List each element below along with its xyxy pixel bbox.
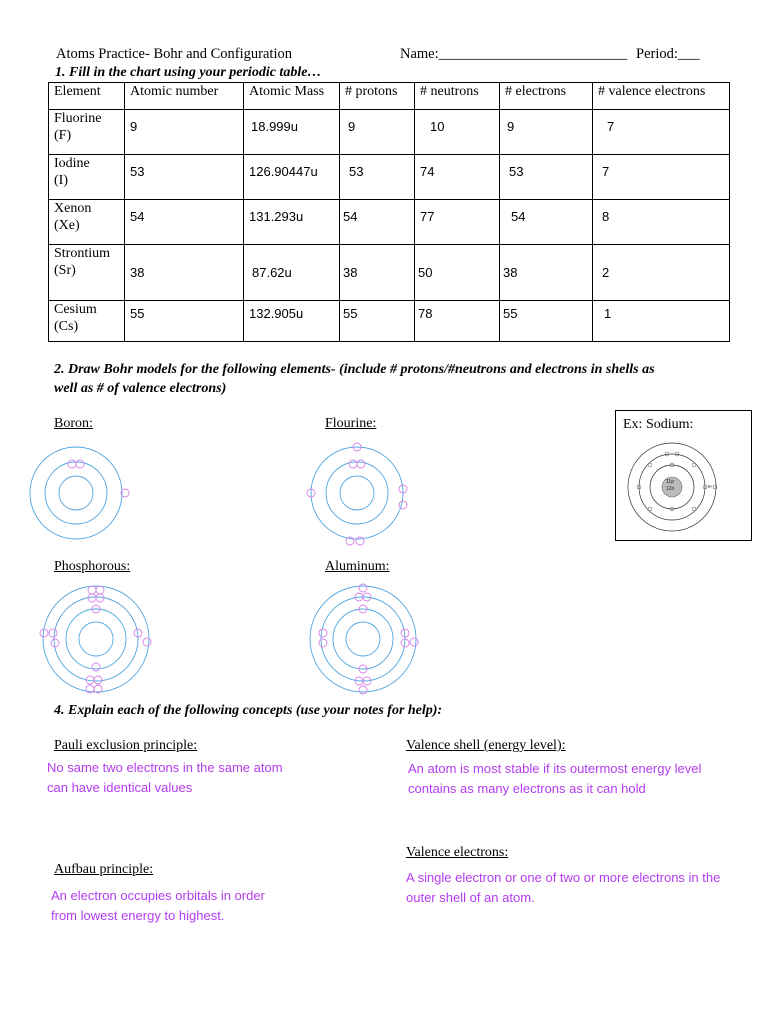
worksheet-title: Atoms Practice- Bohr and Configuration — [56, 46, 292, 62]
electrons-cell[interactable]: 55 — [500, 301, 593, 342]
atomic-mass-cell[interactable]: 131.293u — [244, 200, 340, 245]
valence-electrons-cell[interactable]: 7 — [593, 155, 730, 200]
aufbau-label: Aufbau principle: — [54, 862, 154, 877]
electrons-cell[interactable]: 38 — [500, 245, 593, 301]
valence-shell-answer-line2: contains as many electrons as it can hold — [408, 781, 646, 796]
valence-shell-label: Valence shell (energy level): — [406, 738, 566, 753]
pauli-answer-line2: can have identical values — [47, 780, 193, 795]
element-name: Xenon — [54, 201, 92, 216]
atomic-number-cell[interactable]: 55 — [125, 301, 244, 342]
element-symbol: (I) — [54, 173, 68, 188]
fluorine-label: Flourine: — [325, 416, 377, 431]
electrons-cell[interactable]: 53 — [500, 155, 593, 200]
atomic-mass-cell[interactable]: 126.90447u — [244, 155, 340, 200]
phosphorus-label: Phosphorous: — [54, 559, 131, 574]
aufbau-answer[interactable] — [51, 886, 265, 926]
valence-electrons-cell[interactable]: 8 — [593, 200, 730, 245]
sodium-nucleus-protons: 11p — [666, 479, 674, 485]
pauli-answer[interactable] — [47, 758, 283, 798]
protons-cell[interactable]: 38 — [340, 245, 415, 301]
neutrons-cell[interactable]: 77 — [415, 200, 500, 245]
valence-shell-answer-line1: An atom is most stable if its outermost energy level — [408, 761, 702, 776]
column-header: Atomic number — [125, 83, 244, 110]
valence-electrons-cell[interactable]: 1 — [593, 301, 730, 342]
valence-electrons-answer-line2: outer shell of an atom. — [406, 890, 535, 905]
element-name: Strontium — [54, 246, 111, 261]
atomic-mass-cell[interactable]: 18.999u — [244, 110, 340, 155]
electrons-cell[interactable]: 9 — [500, 110, 593, 155]
column-header: # valence electrons — [593, 83, 730, 110]
section2-prompt-line1: 2. Draw Bohr models for the following elements- (include # protons/#neutrons and electrons in shells as — [54, 362, 655, 377]
section4-prompt: 4. Explain each of the following concepts (use your notes for help): — [54, 703, 443, 718]
atomic-number-cell[interactable]: 38 — [125, 245, 244, 301]
section1-prompt: 1. Fill in the chart using your periodic table… — [55, 65, 322, 80]
column-header: # neutrons — [415, 83, 500, 110]
element-symbol: (Sr) — [54, 263, 76, 278]
atomic-number-cell[interactable]: 54 — [125, 200, 244, 245]
neutrons-cell[interactable]: 78 — [415, 301, 500, 342]
sodium-electron-label: e- — [708, 484, 713, 490]
atomic-mass-cell[interactable]: 132.905u — [244, 301, 340, 342]
valence-electrons-cell[interactable]: 2 — [593, 245, 730, 301]
section2-prompt-line2: well as # of valence electrons) — [54, 381, 227, 396]
protons-cell[interactable]: 54 — [340, 200, 415, 245]
period-field-label[interactable]: Period:___ — [636, 46, 700, 62]
aluminum-label: Aluminum: — [325, 559, 390, 574]
column-header: # electrons — [500, 83, 593, 110]
boron-label: Boron: — [54, 416, 93, 431]
neutrons-cell[interactable]: 10 — [415, 110, 500, 155]
atomic-number-cell[interactable]: 53 — [125, 155, 244, 200]
sodium-example-label: Ex: Sodium: — [623, 417, 694, 432]
sodium-nucleus-neutrons: 12n — [666, 486, 675, 492]
electrons-cell[interactable]: 54 — [500, 200, 593, 245]
name-field-label[interactable]: Name:__________________________ — [400, 46, 628, 62]
element-symbol: (F) — [54, 128, 72, 143]
aufbau-answer-line2: from lowest energy to highest. — [51, 908, 225, 923]
neutrons-cell[interactable]: 74 — [415, 155, 500, 200]
valence-shell-answer[interactable] — [408, 759, 701, 799]
protons-cell[interactable]: 9 — [340, 110, 415, 155]
valence-electrons-label: Valence electrons: — [406, 845, 509, 860]
valence-electrons-answer[interactable] — [406, 868, 720, 908]
atomic-number-cell[interactable]: 9 — [125, 110, 244, 155]
column-header: Atomic Mass — [244, 83, 340, 110]
element-name: Iodine — [54, 156, 90, 171]
aufbau-answer-line1: An electron occupies orbitals in order — [51, 888, 265, 903]
element-name: Fluorine — [54, 111, 102, 126]
pauli-label: Pauli exclusion principle: — [54, 738, 198, 753]
element-symbol: (Xe) — [54, 218, 80, 233]
element-name: Cesium — [54, 302, 97, 317]
column-header: Element — [49, 83, 125, 110]
column-header: # protons — [340, 83, 415, 110]
atomic-mass-cell[interactable]: 87.62u — [244, 245, 340, 301]
protons-cell[interactable]: 55 — [340, 301, 415, 342]
neutrons-cell[interactable]: 50 — [415, 245, 500, 301]
protons-cell[interactable]: 53 — [340, 155, 415, 200]
valence-electrons-answer-line1: A single electron or one of two or more electrons in the — [406, 870, 721, 885]
pauli-answer-line1: No same two electrons in the same atom — [47, 760, 283, 775]
valence-electrons-cell[interactable]: 7 — [593, 110, 730, 155]
element-symbol: (Cs) — [54, 319, 79, 334]
